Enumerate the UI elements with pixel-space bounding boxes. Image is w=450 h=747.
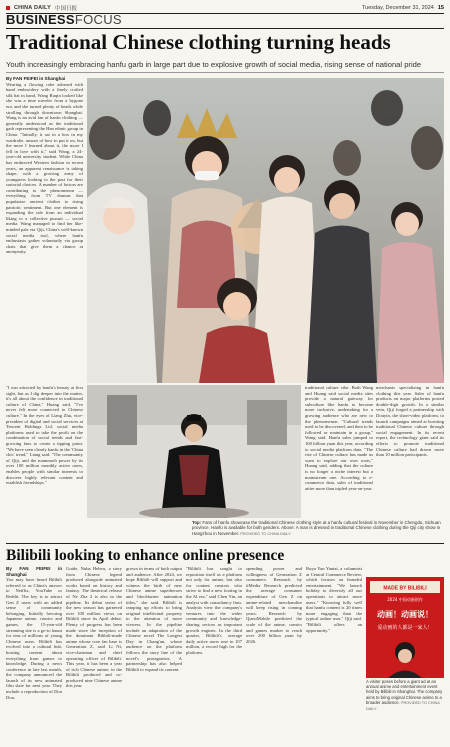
article2-col1-text: You may have heard Bilibili referred to as China's answer to Netflix, YouTube or Reddit. The key is to attract Gen Z users with an added sense of community belonging. Initially favoring Japanese anime, comics and games, the 15-year-old streaming site is a go-to haunt for tens of millions of young Chinese users. Bilibili has evolved into a cultural hub, hosting content about everything from games to knowledge. During a news conference in late last month, the company announced the launch of its new animated film slate for next year. They include a reproduction of Dou Dou. bbox=[6, 577, 62, 700]
hanfu-man-illustration bbox=[87, 385, 301, 518]
photo-caption bbox=[192, 520, 444, 537]
article-col1-text: Wearing a flowing robe adorned with hand embroidery with a finely crafted silk hat in hand, Wang Ruqin looked like she was a time traveler from a bygone era, and she turned plenty of heads while strolling through downtown Shanghai. Wang is an avid fan of hanfu clothing — generally understood as the traditional garb representing the Han ethnic group in China. "Initially, it sat in a box in my wardrobe, unsure of how to put it on, but the more I learned about it, the more I fell in love with it," said Wang, a 24-year-old university student. While China has embraced Western fashion in recent years, an apparent renaissance is taking shape, with a growing army of youngsters looking to the past for their sartorial choices. A number of factors are contributing to the phenomenon — everything from TV dramas that popularize ancient clothes to rising patriotic sentiment. But one element is expanding the tale from an individual liking to a collective pursuit — social media. Wang managed to find her like-minded pals via Qiji, China's well-known social media tool, where hanfu enthusiasts gather voluntarily via group chats that give them a chance at anonymity. bbox=[6, 81, 83, 255]
article2-column-2 bbox=[66, 566, 122, 741]
masthead-date: Tuesday, December 31, 2024 bbox=[362, 5, 434, 11]
photo-caption-label: Top: bbox=[192, 520, 202, 525]
article2-column-3 bbox=[126, 566, 182, 741]
bilibili-poster-photo bbox=[366, 577, 444, 678]
poster-credit: PROVIDED TO CHINA DAILY bbox=[366, 700, 440, 712]
article2-byline: By FAN FEIFEI in Shanghai bbox=[6, 566, 62, 577]
masthead-left bbox=[6, 4, 77, 12]
hanfu-festival-illustration bbox=[87, 78, 444, 383]
bilibili-poster-illustration bbox=[366, 577, 444, 678]
article2-col3-text: grown in terms of both output and audience. After 2024, we hope Bilibili will support and witness the birth of new Chinese anime superheroes and blockbuster animation titles," she said. Bilibili is ramping up efforts to bring original intellectual property to the attention of more viewers. In the pipeline include an adaptation of the Chinese novel The Longest Day in Chang'an, whose audience on the platform follows the story line of the novel's protagonists. A partnership has also helped Bilibili to expand its content. bbox=[126, 566, 182, 672]
deck: Youth increasingly embracing hanfu garb in large part due to explosive growth of social media, rising sense of national pride bbox=[6, 60, 422, 69]
page-number: 15 bbox=[437, 5, 444, 11]
article2-top-rule bbox=[6, 543, 444, 544]
poster-caption-text: A visitor poses before a giant ad at an annual anime and entertainment event held by Bilibili in Shanghai. The company aims to bring original Chinese anime to a broader audience. bbox=[366, 679, 443, 705]
article-column-1 bbox=[6, 76, 83, 381]
section-bold: BUSINESS bbox=[6, 12, 75, 27]
article2-column-6 bbox=[306, 566, 362, 741]
article-col1b-text: "I was attracted by hanfu's beauty at first sight, but as I dig deeper into the matter, it's all about the confidence in traditional culture of China," Huang said. "I've never felt more connected to Chinese culture." In the eyes of Liang Zhu, vice-president of digital and social services at Tencent Holdings Ltd, social media platforms used to take the profit on the combination of social trends and fast-growing fans to create a tipping point. "We have seen clearly hanfu in the 'China chic' trend," Liang said. "The community of Qiji, and the mammoth power by its over 100 million monthly active users, enables people with similar interests to discover highly relevant content and establish friendships." bbox=[6, 385, 83, 486]
masthead-paper-cn: 中国日报 bbox=[54, 6, 77, 12]
section-title bbox=[6, 12, 122, 27]
photo-caption-text: Fans of hanfu showcase the traditional Chinese clothing style at a hanfu cultural festival in November in Chengdu, Sichuan province. Hanfu is available for both genders. Above: A man is dressed in traditional Chinese clothing during the Qiji city show in Hangzhou in November. bbox=[192, 520, 441, 536]
article2-column-5 bbox=[246, 566, 302, 741]
headline: Traditional Chinese clothing turning heads bbox=[6, 30, 391, 54]
poster-text-3: 动画！动画说！ bbox=[377, 610, 433, 619]
article2-column-1 bbox=[6, 566, 62, 741]
article-column-1b bbox=[6, 385, 83, 518]
hanfu-festival-photo bbox=[87, 78, 444, 383]
article2-col5-text: spending power and willingness of Generation Z consumers. Research by iiMedia Research predicted the average consumer expenditure of Gen Z on anime-related merchandise will keep rising in coming years. Research by QuestMobile predicted the scale of the anime, comics and games market to reach over 200 billion yuan by 2026. bbox=[246, 566, 302, 644]
poster-text-4: 爱动画的人都是一家人！ bbox=[377, 625, 433, 631]
article2-headline: Bilibili looking to enhance online presence bbox=[6, 547, 285, 564]
masthead-right bbox=[362, 5, 444, 11]
brand-square-icon bbox=[6, 6, 10, 10]
photo-credit: PROVIDED TO CHINA DAILY bbox=[240, 531, 291, 536]
article-byline: By FAN FEIFEI in Shanghai bbox=[6, 76, 66, 81]
masthead-paper: CHINA DAILY bbox=[14, 5, 51, 11]
poster-text-2: 2024 中国动画创作 bbox=[387, 597, 423, 602]
article2-col2-text: Guide, Nuba Heleru, a story from Chinese legend produced alongside animated works based on history and fantasy. The theatrical release of Ne Zha 2 is also in the pipeline. Its debut series of the new season has garnered over 100 million views on Bilibili since its April debut. Plenty of progress has been made since the inception of the dominant Bilibili-made anime whose core fan base is Generation Z, said Li Ni, vice-chairman and chief operating officer of Bilibili. This year, it has been a year of rich Chinese anime; in the Bilibili produced and co-produced nine Chinese anime this year. bbox=[66, 566, 122, 689]
section-thin: FOCUS bbox=[74, 12, 122, 27]
deck-rule bbox=[6, 72, 444, 73]
poster-caption bbox=[366, 679, 444, 712]
article2-col6-text: Ruyu Yan Yantai, a columnist at Central Commerce Review, which focuses on branded entertainment. "We launch holiday to diversify all our operations to attract more users." "Knowing fully well that hanfu content is 20 times more engaging than the typical online user," Qiji said. "Bilibili offers an opportunity." bbox=[306, 566, 362, 633]
hanfu-man-photo bbox=[87, 385, 301, 518]
poster-text-1: MADE BY BILIBILI bbox=[383, 585, 427, 592]
article-col3-text: merchants specializing in hanfu clothing this year. Sales of hanfu products on major platforms posted double-digit growth. In a similar vein, Qiji forged a partnership with Douyin, the short-video platform, to launch campaigns aimed at boosting traditional Chinese culture through social engagement. In its recent report, the technology giant said its efforts to promote traditional Chinese culture had drawn more than 10 million participants. bbox=[376, 385, 444, 458]
article-col2-text: traditional culture vibe. Both Wang and Huang said social media sites provide a natural gateway for subculture like hanfu to become more inclusive, undertaking for a growing audience who are new to the phenomenon. "Cultural trends used to be discovered, and then to be followed or maintain in a group," Wang said. Hanfu sales jumped to 100 billion yuan this year, according to social media platform data. "The rise of Chinese culture has made us want to explore our own roots," Huang said, adding that the culture is no longer a niche interest but a mainstream one. According to e-commerce data, sales of traditional attire more than tripled year-on-year. bbox=[305, 385, 373, 491]
article2-col4-text: "Bilibili has sought to reposition itself as a platform not only for anime, but also for content creators who strive to find a new footing in the AI era," said Chen Yin, an analyst with consultancy firm. Analysts view the company's ventures into the wider community and knowledge-sharing sectors as important growth engines. In the third quarter, Bilibili's average daily active users rose to 107 million, a record high for the platform. bbox=[186, 566, 242, 655]
section-rule bbox=[6, 28, 444, 29]
article2-column-4 bbox=[186, 566, 242, 741]
